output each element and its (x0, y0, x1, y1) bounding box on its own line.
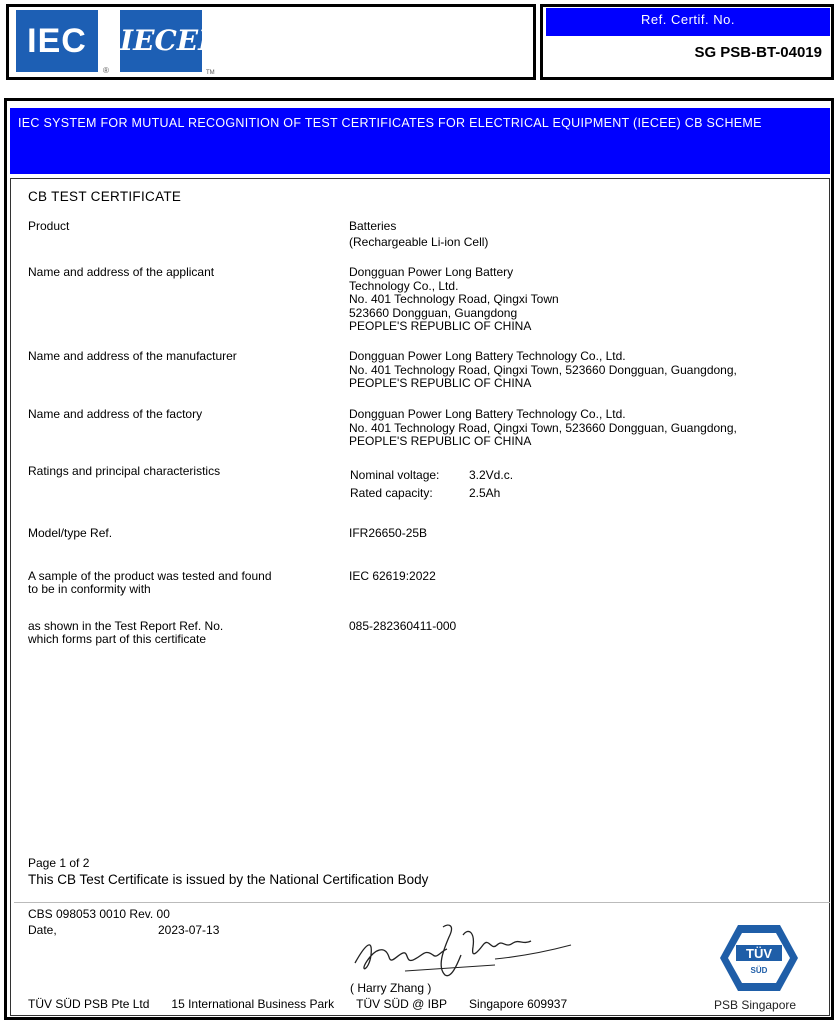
applicant-label: Name and address of the applicant (28, 265, 215, 279)
manufacturer-line: Dongguan Power Long Battery Technology Co., Ltd. (349, 349, 626, 363)
issuer-street: 15 International Business Park (171, 997, 335, 1011)
report-number: 085-282360411-000 (349, 619, 457, 633)
rated-capacity-value: 2.5Ah (469, 486, 501, 500)
certificate-title: CB TEST CERTIFICATE (28, 189, 182, 204)
product-label: Product (28, 219, 70, 233)
badge-caption: PSB Singapore (714, 998, 797, 1012)
trademark-mark: TM (206, 70, 215, 76)
rated-capacity-label: Rated capacity: (350, 486, 433, 500)
date-label: Date, (28, 923, 57, 937)
model-label: Model/type Ref. (28, 526, 113, 540)
applicant-value (349, 266, 819, 334)
product-line: (Rechargeable Li-ion Cell) (349, 234, 489, 249)
signature-image (345, 915, 585, 981)
date-value: 2023-07-13 (158, 923, 220, 937)
issuer-city: Singapore 609937 (469, 997, 568, 1011)
ratings-value (350, 466, 513, 502)
manufacturer-value (349, 350, 819, 391)
report-label-line: which forms part of this certificate (28, 632, 207, 646)
applicant-line: Dongguan Power Long Battery (349, 265, 514, 279)
model-value: IFR26650-25B (349, 526, 428, 540)
footer-divider (14, 902, 830, 903)
applicant-line: 523660 Dongguan, Guangdong (349, 305, 518, 320)
badge-top-text: TÜV (746, 946, 772, 961)
conformity-label (28, 570, 328, 596)
registered-mark: ® (103, 66, 109, 75)
factory-line: PEOPLE'S REPUBLIC OF CHINA (349, 434, 532, 448)
page-number: Page 1 of 2 (28, 856, 90, 870)
conformity-label-line: to be in conformity with (28, 582, 151, 596)
nominal-voltage-label: Nominal voltage: (350, 468, 440, 482)
manufacturer-line: PEOPLE'S REPUBLIC OF CHINA (349, 376, 532, 390)
product-value (349, 220, 819, 249)
nominal-voltage-value: 3.2Vd.c. (469, 468, 514, 482)
ratings-label: Ratings and principal characteristics (28, 464, 221, 478)
report-label-line: as shown in the Test Report Ref. No. (28, 619, 224, 633)
issued-statement: This CB Test Certificate is issued by the National Certification Body (28, 872, 429, 887)
report-label (28, 620, 328, 646)
document-code: CBS 098053 0010 Rev. 00 (28, 907, 170, 921)
factory-value (349, 408, 819, 449)
iec-logo-text: IEC (27, 22, 87, 60)
applicant-line: No. 401 Technology Road, Qingxi Town (349, 292, 559, 306)
product-line: Batteries (349, 219, 397, 233)
factory-line: No. 401 Technology Road, Qingxi Town, 523660 Dongguan, Guangdong, (349, 420, 737, 435)
issuer-company: TÜV SÜD PSB Pte Ltd (28, 997, 150, 1011)
conformity-standard: IEC 62619:2022 (349, 569, 436, 583)
ref-certificate-number: SG PSB-BT-04019 (694, 44, 822, 61)
manufacturer-line: No. 401 Technology Road, Qingxi Town, 523660 Dongguan, Guangdong, (349, 362, 737, 377)
applicant-line: PEOPLE'S REPUBLIC OF CHINA (349, 319, 532, 333)
factory-label: Name and address of the factory (28, 407, 203, 421)
scheme-title: IEC SYSTEM FOR MUTUAL RECOGNITION OF TEST CERTIFICATES FOR ELECTRICAL EQUIPMENT (IECEE) CB SCHEME (18, 116, 762, 130)
iec-logo (14, 8, 100, 74)
manufacturer-label: Name and address of the manufacturer (28, 349, 237, 363)
signer-name: ( Harry Zhang ) (350, 981, 432, 995)
ref-certificate-label: Ref. Certif. No. (546, 8, 830, 36)
factory-line: Dongguan Power Long Battery Technology Co., Ltd. (349, 407, 626, 421)
iecee-logo-text: IECEE (120, 24, 220, 57)
badge-bottom-text: SÜD (750, 966, 768, 975)
applicant-line: Technology Co., Ltd. (349, 278, 459, 293)
tuv-sud-badge (718, 923, 800, 993)
conformity-label-line: A sample of the product was tested and found (28, 569, 272, 583)
issuer-building: TÜV SÜD @ IBP (356, 997, 448, 1011)
issuer-address (28, 997, 589, 1011)
